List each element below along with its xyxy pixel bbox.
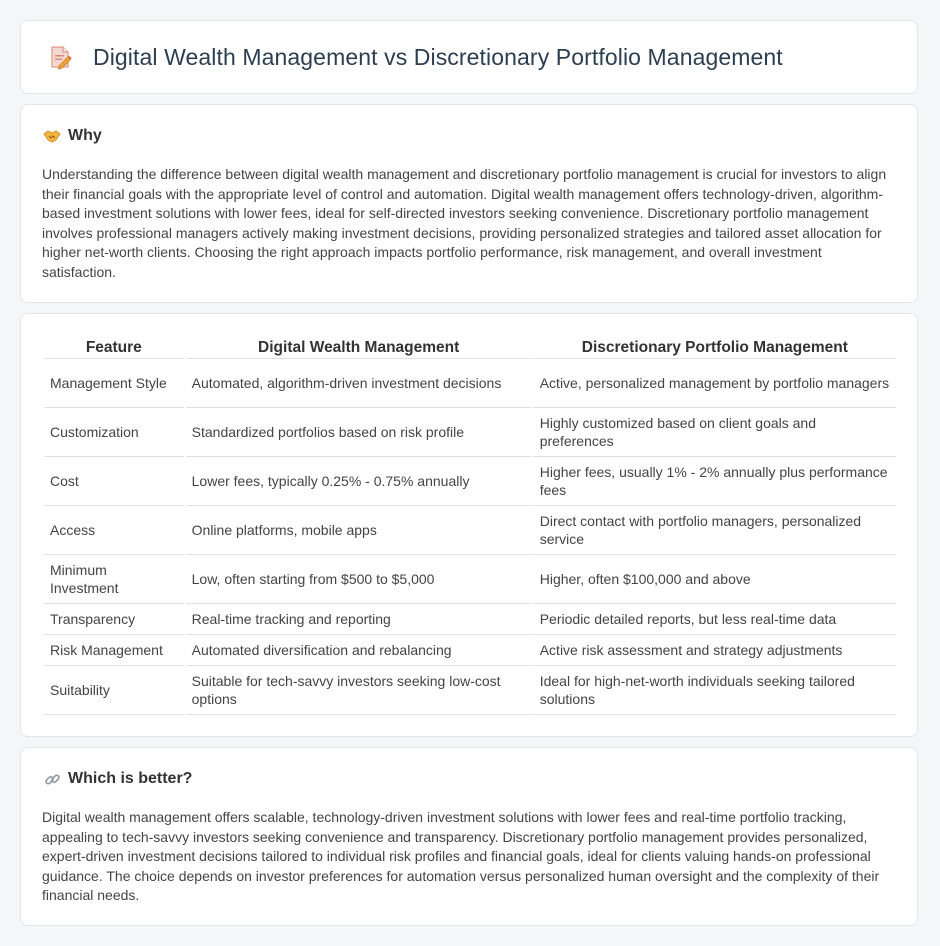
feature-cell: Access [44,506,184,555]
why-title: Why [68,127,102,144]
digital-cell: Standardized portfolios based on risk profile [186,408,532,457]
which-better-title: Which is better? [68,770,193,787]
feature-cell: Management Style [44,359,184,408]
why-section [20,104,918,303]
table-row [44,666,896,715]
discretionary-cell: Active, personalized management by portfolio managers [534,359,896,408]
table-row [44,408,896,457]
discretionary-cell: Periodic detailed reports, but less real-time data [534,604,896,635]
digital-cell: Suitable for tech-savvy investors seeking low-cost options [186,666,532,715]
table-row [44,359,896,408]
which-better-section [20,747,918,926]
comparison-card [20,313,918,737]
feature-cell: Customization [44,408,184,457]
header-card [20,20,918,94]
feature-cell: Transparency [44,604,184,635]
digital-cell: Automated, algorithm-driven investment decisions [186,359,532,408]
discretionary-cell: Higher fees, usually 1% - 2% annually plus performance fees [534,457,896,506]
digital-cell: Low, often starting from $500 to $5,000 [186,555,532,604]
digital-cell: Online platforms, mobile apps [186,506,532,555]
handshake-icon [43,127,61,145]
document-pencil-icon [47,44,73,70]
discretionary-cell: Highly customized based on client goals and preferences [534,408,896,457]
feature-cell: Suitability [44,666,184,715]
table-row [44,506,896,555]
which-better-text: Digital wealth management offers scalable, technology-driven investment solutions with lower fees and real-time portfolio tracking, appealing to tech-savvy investors seeking convenience and transparency. Discretionary portfolio management provides personalized, expert-driven investment decisions tailored to individual risk profiles and financial goals, ideal for clients valuing hands-on professional guidance. The choice depends on investor preferences for automation versus personalized human oversight and the complexity of their financial needs. [42,809,880,903]
discretionary-cell: Higher, often $100,000 and above [534,555,896,604]
feature-cell: Cost [44,457,184,506]
page-title: Digital Wealth Management vs Discretionary Portfolio Management [93,43,783,70]
table-header-row [44,336,896,359]
digital-cell: Lower fees, typically 0.25% - 0.75% annually [186,457,532,506]
table-row [44,555,896,604]
digital-cell: Automated diversification and rebalancing [186,635,532,666]
table-row [44,457,896,506]
discretionary-cell: Direct contact with portfolio managers, personalized service [534,506,896,555]
table-row [44,604,896,635]
feature-cell: Minimum Investment [44,555,184,604]
table-row [44,635,896,666]
feature-cell: Risk Management [44,635,184,666]
why-text: Understanding the difference between digital wealth management and discretionary portfolio management is crucial for investors to align their financial goals with the appropriate level of control and automation. Digital wealth management offers technology-driven, algorithm-based investment solutions with lower fees, ideal for self-directed investors seeking convenience. Discretionary portfolio management involves professional managers actively making investment decisions, providing personalized strategies and tailored asset allocation for higher net-worth clients. Choosing the right approach impacts portfolio performance, risk management, and overall investment satisfaction. [42,166,887,280]
discretionary-cell: Ideal for high-net-worth individuals seeking tailored solutions [534,666,896,715]
link-icon [43,770,61,788]
header-feature: Feature [44,336,184,359]
header-digital: Digital Wealth Management [186,336,532,359]
discretionary-cell: Active risk assessment and strategy adjustments [534,635,896,666]
digital-cell: Real-time tracking and reporting [186,604,532,635]
header-discretionary: Discretionary Portfolio Management [534,336,896,359]
comparison-table [42,336,898,715]
